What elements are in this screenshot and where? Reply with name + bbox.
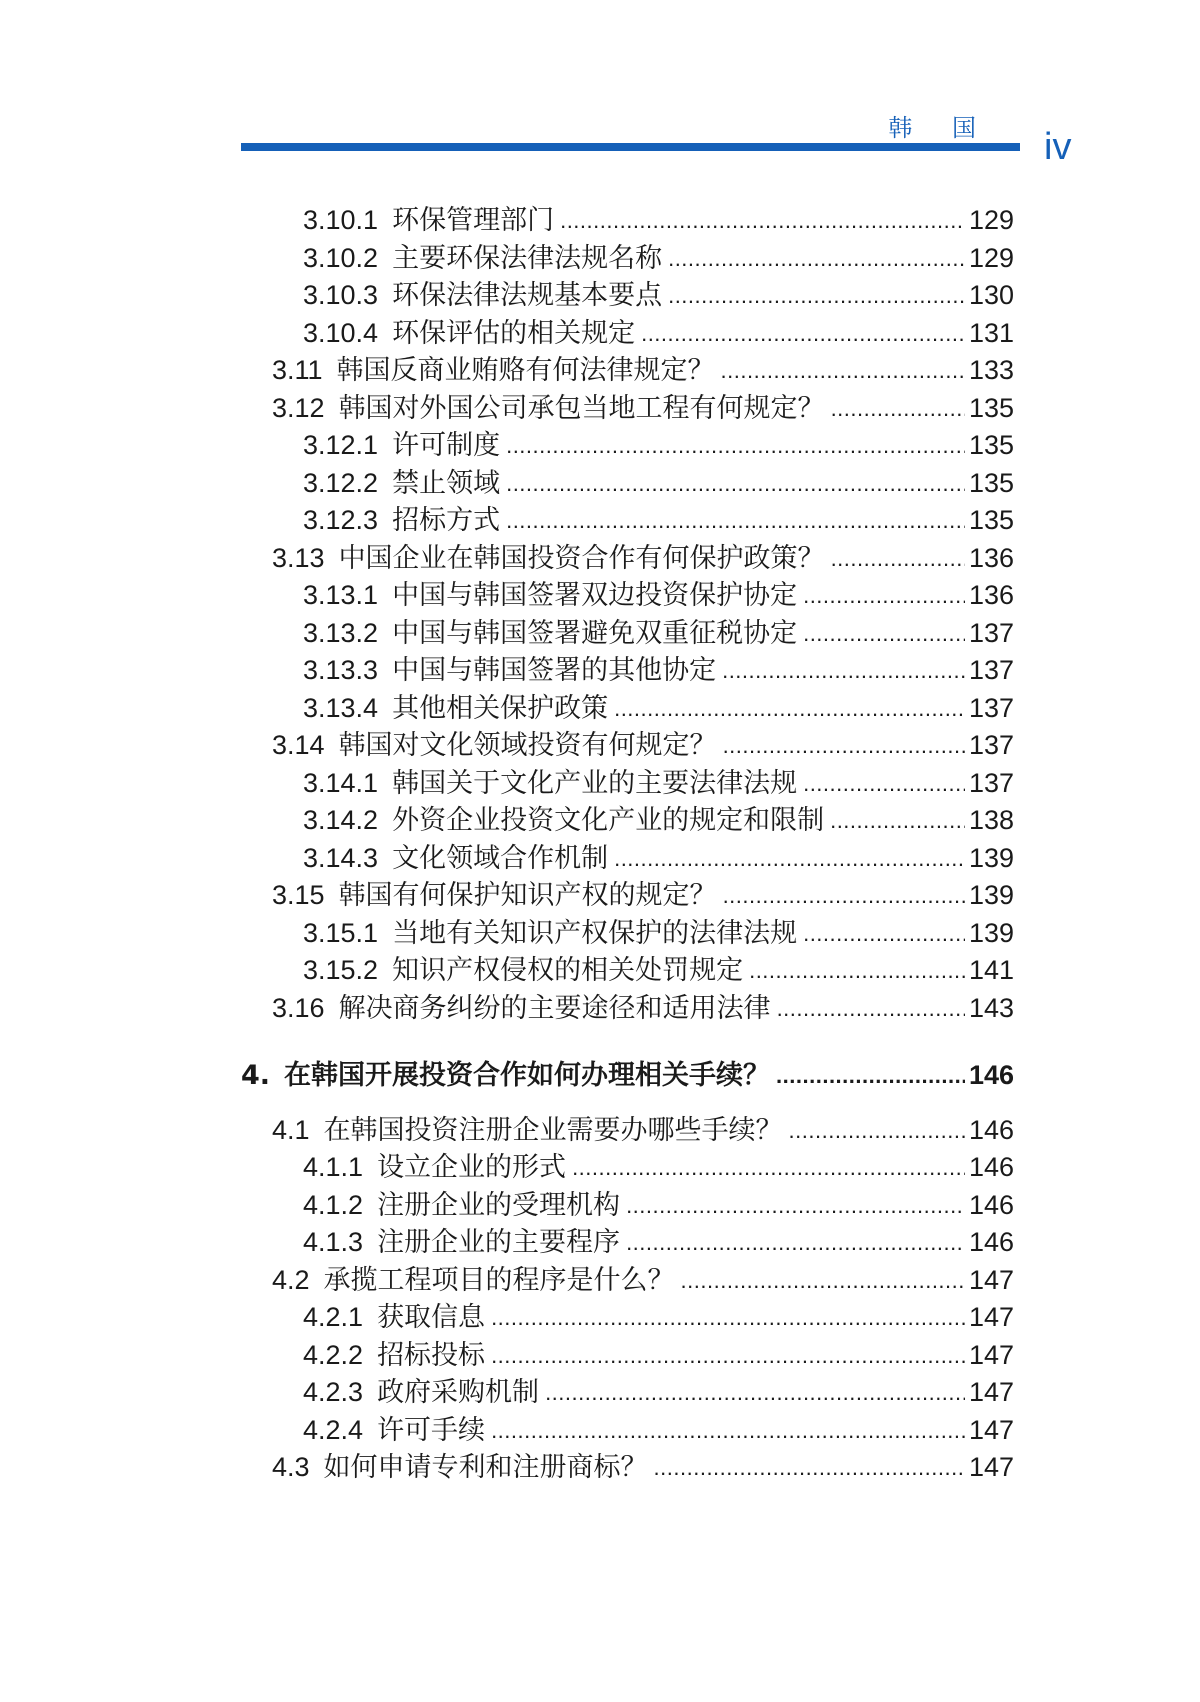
toc-leader	[506, 465, 965, 503]
toc-leader	[506, 502, 965, 540]
toc-leader	[545, 1374, 965, 1412]
toc-entry[interactable]	[303, 1412, 1014, 1450]
toc-entry-title: 其他相关保护政策	[392, 692, 609, 724]
toc-leader	[668, 277, 965, 315]
toc-entry[interactable]	[303, 652, 1014, 690]
toc-entry[interactable]	[272, 990, 1014, 1028]
toc-entry-title: 招标方式	[392, 505, 501, 536]
toc-entry-title: 外资企业投资文化产业的规定和限制	[392, 805, 825, 836]
toc-entry-title: 政府采购机制	[377, 1377, 540, 1408]
toc-leader	[721, 352, 965, 390]
toc-entry-number: 3.13.4	[303, 692, 379, 723]
toc-entry-number: 3.13.2	[303, 617, 379, 648]
toc-leader	[831, 540, 965, 578]
toc-leader	[654, 1449, 965, 1487]
toc-entry-number: 3.14.3	[303, 842, 379, 873]
toc-entry-page: 146	[968, 1189, 1014, 1220]
toc-entry-page: 135	[968, 505, 1014, 535]
toc-leader	[491, 1412, 965, 1450]
toc-leader	[560, 202, 965, 240]
toc-entry-title: 注册企业的主要程序	[377, 1227, 621, 1258]
toc-leader	[803, 765, 965, 803]
toc-leader	[803, 577, 965, 615]
toc-leader	[641, 315, 965, 353]
toc-leader	[777, 990, 965, 1028]
toc-entry-number: 4.2.3	[303, 1377, 364, 1407]
toc-entry-title: 知识产权侵权的相关处罚规定	[392, 955, 744, 986]
toc-leader	[614, 690, 965, 728]
toc-entry-title: 承揽工程项目的程序是什么？	[323, 1264, 675, 1296]
toc-leader	[830, 802, 965, 840]
toc-entry-page: 147	[968, 1414, 1014, 1445]
toc-entry[interactable]	[303, 765, 1014, 803]
toc-entry-title: 文化领域合作机制	[392, 842, 609, 874]
toc-entry[interactable]	[272, 1112, 1014, 1150]
toc-leader	[723, 877, 965, 915]
toc-entry-page: 137	[968, 692, 1014, 723]
toc-entry-page: 131	[968, 317, 1014, 348]
toc-entry-page: 147	[968, 1339, 1014, 1370]
toc-entry-number: 4.1.1	[303, 1152, 364, 1182]
toc-entry-page: 146	[968, 1227, 1014, 1257]
spacer	[0, 1095, 1200, 1112]
toc-entry[interactable]	[272, 727, 1014, 765]
toc-leader	[803, 615, 965, 653]
toc-entry-page: 141	[968, 955, 1014, 985]
toc-entry-title: 韩国关于文化产业的主要法律法规	[392, 767, 798, 799]
toc-entry[interactable]	[272, 352, 1014, 390]
toc-leader	[722, 652, 965, 690]
toc-entry-number: 4.2.4	[303, 1414, 364, 1445]
toc-entry-number: 3.16	[272, 992, 325, 1023]
toc-entry[interactable]	[303, 1149, 1014, 1187]
toc-entry-number: 3.12	[272, 392, 325, 423]
toc-entry-number: 4.1.2	[303, 1189, 364, 1220]
toc-entry-page: 146	[968, 1152, 1014, 1182]
toc-entry-number: 4.1	[272, 1114, 310, 1145]
toc-leader	[668, 240, 965, 278]
toc-leader	[789, 1112, 965, 1150]
toc-entry-page: 146	[968, 1060, 1014, 1090]
toc-entry[interactable]	[303, 915, 1014, 953]
toc-entry-page: 137	[968, 730, 1014, 760]
toc-entry-number: 3.12.3	[303, 505, 379, 535]
toc-entry[interactable]	[303, 577, 1014, 615]
toc-entry[interactable]	[303, 465, 1014, 503]
toc-leader	[614, 840, 965, 878]
toc-entry-number: 3.10.1	[303, 205, 379, 235]
toc-entry-page: 139	[968, 880, 1014, 910]
toc-entry-page: 146	[968, 1114, 1014, 1145]
toc-group-chapter-3	[0, 202, 1200, 1027]
toc-entry-number: 3.14.1	[303, 767, 379, 798]
toc-group-chapter-4	[0, 1112, 1200, 1487]
toc-leader	[491, 1299, 965, 1337]
toc-entry-number: 4.2.2	[303, 1339, 364, 1370]
toc-entry-title: 获取信息	[377, 1302, 486, 1333]
toc-leader	[506, 427, 965, 465]
toc-entry-title: 环保评估的相关规定	[392, 317, 636, 349]
toc-entry-title: 韩国对外国公司承包当地工程有何规定？	[338, 392, 825, 424]
toc-entry-title: 在韩国投资注册企业需要办哪些手续？	[323, 1114, 783, 1146]
toc-entry[interactable]	[303, 502, 1014, 540]
toc-entry-number: 3.15.2	[303, 955, 379, 985]
toc-leader	[626, 1187, 965, 1225]
toc-entry-title: 解决商务纠纷的主要途径和适用法律	[338, 992, 771, 1024]
toc-entry-page: 133	[968, 355, 1014, 385]
toc-entry-page: 129	[968, 242, 1014, 273]
toc-entry-number: 3.13.3	[303, 655, 379, 685]
toc-entry[interactable]	[303, 1299, 1014, 1337]
toc-entry[interactable]	[303, 615, 1014, 653]
toc-entry-page: 143	[968, 992, 1014, 1023]
toc-leader	[776, 1057, 965, 1095]
toc-leader	[803, 915, 965, 953]
toc-entry-page: 138	[968, 805, 1014, 835]
toc-entry-number: 3.12.2	[303, 467, 379, 498]
toc-entry[interactable]	[303, 277, 1014, 315]
toc-entry[interactable]	[241, 1057, 1014, 1095]
toc-entry[interactable]	[303, 690, 1014, 728]
toc-entry-title: 中国与韩国签署双边投资保护协定	[392, 580, 798, 611]
toc-entry[interactable]	[272, 540, 1014, 578]
toc-entry-number: 3.11	[272, 355, 323, 385]
toc-entry-title: 环保法律法规基本要点	[392, 280, 663, 311]
toc-entry-number: 3.12.1	[303, 430, 379, 460]
toc-entry-number: 3.10.2	[303, 242, 379, 273]
spacer	[0, 1027, 1200, 1057]
toc-entry-number: 4.2	[272, 1264, 310, 1295]
toc-entry-number: 3.15	[272, 880, 325, 910]
toc-entry-number: 4.3	[272, 1452, 310, 1482]
toc-entry-page: 147	[968, 1377, 1014, 1407]
toc-entry-number: 3.13	[272, 542, 325, 573]
toc-entry-number: 3.10.4	[303, 317, 379, 348]
toc-entry-title: 设立企业的形式	[377, 1152, 567, 1183]
toc-entry[interactable]	[303, 802, 1014, 840]
toc-entry[interactable]	[272, 390, 1014, 428]
toc-entry-page: 137	[968, 617, 1014, 648]
toc-entry-title: 韩国反商业贿赂有何法律规定？	[336, 355, 715, 386]
header-rule	[241, 143, 1020, 151]
toc-leader	[491, 1337, 965, 1375]
toc-entry[interactable]	[272, 877, 1014, 915]
toc-entry[interactable]	[303, 952, 1014, 990]
toc-entry-page: 147	[968, 1452, 1014, 1482]
toc-leader	[723, 727, 965, 765]
toc-entry-title: 韩国对文化领域投资有何规定？	[338, 730, 717, 761]
toc-entry[interactable]	[272, 1262, 1014, 1300]
toc-entry[interactable]	[303, 427, 1014, 465]
running-header-title: 韩 国	[888, 114, 992, 142]
toc-leader	[831, 390, 965, 428]
toc-entry-title: 当地有关知识产权保护的法律法规	[392, 917, 798, 949]
toc-entry-page: 137	[968, 655, 1014, 685]
toc-entry[interactable]	[272, 1449, 1014, 1487]
toc-entry-number: 3.15.1	[303, 917, 379, 948]
toc-entry[interactable]	[303, 240, 1014, 278]
table-of-contents	[0, 202, 1200, 1487]
toc-entry-page: 147	[968, 1302, 1014, 1332]
toc-entry-title: 韩国有何保护知识产权的规定？	[338, 880, 717, 911]
toc-entry-number: 3.13.1	[303, 580, 379, 610]
toc-entry-number: 4.	[241, 1060, 271, 1091]
toc-entry[interactable]	[303, 840, 1014, 878]
toc-entry-number: 3.14.2	[303, 805, 379, 835]
toc-entry[interactable]	[303, 1224, 1014, 1262]
toc-entry[interactable]	[303, 1337, 1014, 1375]
toc-entry-title: 中国企业在韩国投资合作有何保护政策？	[338, 542, 825, 574]
toc-entry-number: 3.14	[272, 730, 325, 760]
toc-entry-title: 许可手续	[377, 1414, 486, 1446]
toc-entry-page: 137	[968, 767, 1014, 798]
toc-entry-title: 在韩国开展投资合作如何办理相关手续？	[284, 1060, 771, 1091]
toc-entry-title: 注册企业的受理机构	[377, 1189, 621, 1221]
toc-entry-page: 147	[968, 1264, 1014, 1295]
toc-entry-page: 139	[968, 842, 1014, 873]
toc-entry-title: 中国与韩国签署避免双重征税协定	[392, 617, 798, 649]
toc-entry-page: 139	[968, 917, 1014, 948]
toc-leader	[749, 952, 965, 990]
toc-entry-title: 禁止领域	[392, 467, 501, 499]
toc-leader	[681, 1262, 965, 1300]
toc-leader	[626, 1224, 965, 1262]
toc-entry[interactable]	[303, 315, 1014, 353]
toc-entry-page: 135	[968, 467, 1014, 498]
toc-entry-number: 3.10.3	[303, 280, 379, 310]
toc-entry-page: 135	[968, 392, 1014, 423]
toc-chapter-4	[0, 1057, 1200, 1095]
toc-entry-title: 如何申请专利和注册商标？	[323, 1452, 648, 1483]
toc-entry[interactable]	[303, 1187, 1014, 1225]
toc-leader	[572, 1149, 965, 1187]
toc-entry-page: 136	[968, 542, 1014, 573]
toc-entry-title: 环保管理部门	[392, 205, 555, 236]
toc-entry-title: 许可制度	[392, 430, 501, 461]
toc-entry-page: 135	[968, 430, 1014, 460]
toc-entry-title: 招标投标	[377, 1339, 486, 1371]
toc-entry-page: 129	[968, 205, 1014, 235]
toc-entry[interactable]	[303, 1374, 1014, 1412]
toc-entry-number: 4.2.1	[303, 1302, 364, 1332]
toc-entry-title: 中国与韩国签署的其他协定	[392, 655, 717, 686]
toc-entry-page: 130	[968, 280, 1014, 310]
toc-entry-number: 4.1.3	[303, 1227, 364, 1257]
toc-entry-page: 136	[968, 580, 1014, 610]
toc-entry-title: 主要环保法律法规名称	[392, 242, 663, 274]
toc-entry[interactable]	[303, 202, 1014, 240]
page-number: iv	[1044, 126, 1072, 168]
